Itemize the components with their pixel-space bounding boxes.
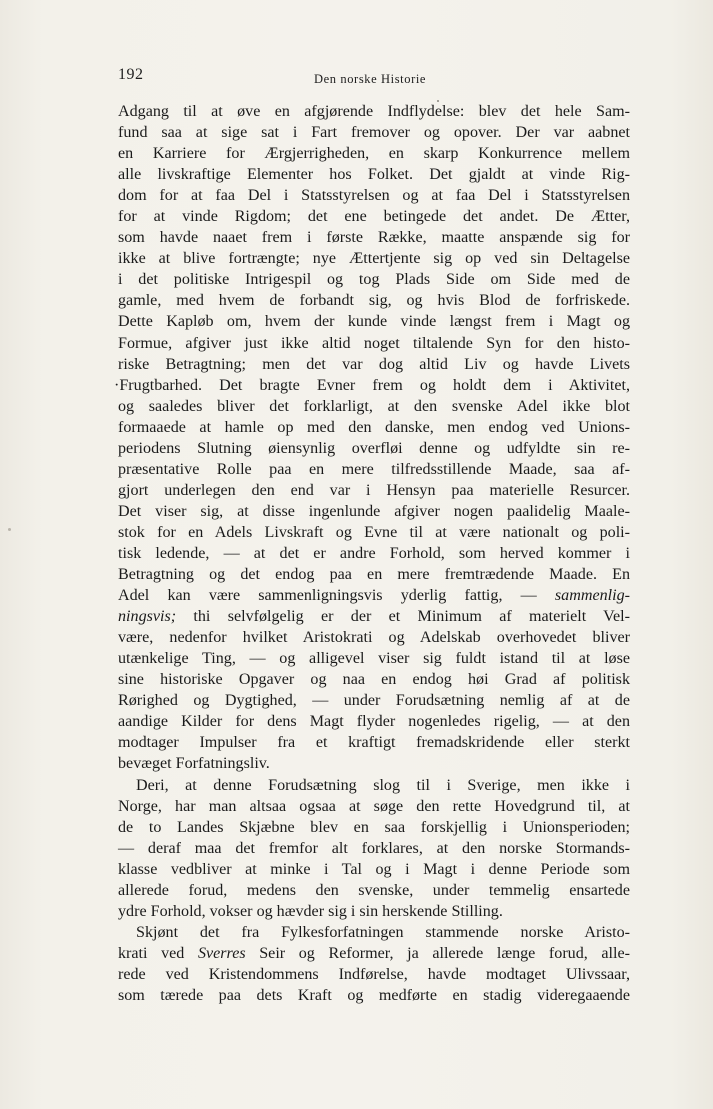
italic-text: ningsvis; xyxy=(118,608,177,626)
text-run: ydre Forhold, vokser og hævder sig i sin herskende Stilling. xyxy=(118,902,503,920)
text-line xyxy=(118,185,630,206)
text-line xyxy=(114,375,630,396)
text-run: alle livskraftige Elementer hos Folket. Det gjaldt at vinde Rig- xyxy=(118,166,630,184)
text-run: klasse vedbliver at minke i Tal og i Magt i denne Periode som xyxy=(118,860,630,878)
text-line xyxy=(118,817,630,838)
text-run: Dette Kapløb om, hvem der kunde vinde længst frem i Magt og xyxy=(118,313,630,331)
text-run: Det viser sig, at disse ingenlunde afgiver nogen paalidelig Maale- xyxy=(118,502,630,520)
text-run: utænkelige Ting, — og alligevel viser sig fuldt istand til at løse xyxy=(118,650,630,668)
text-run: bevæget Forfatningsliv. xyxy=(118,755,270,773)
text-run: gamle, med hvem de forbandt sig, og hvis Blod de forfriskede. xyxy=(118,292,630,310)
text-line xyxy=(118,669,630,690)
text-run: Deri, at denne Forudsætning slog til i Sverige, men ikke i xyxy=(136,776,630,794)
text-line xyxy=(118,206,630,227)
text-run: — deraf maa det fremfor alt forklares, at den norske Stormands- xyxy=(118,839,630,857)
text-run: stok for en Adels Livskraft og Evne til at være nationalt og poli- xyxy=(118,523,630,541)
text-run: modtager Impulser fra et kraftigt fremadskridende eller sterkt xyxy=(118,734,630,752)
text-line xyxy=(118,901,630,922)
text-run: Skjønt det fra Fylkesforfatningen stammende norske Aristo- xyxy=(136,923,630,941)
text-line xyxy=(118,522,630,543)
text-run: Seir og Reformer, ja allerede længe forud, alle- xyxy=(245,944,630,962)
text-line xyxy=(118,922,630,943)
text-run: i det politiske Intrigespil og tog Plads Side om Side med de xyxy=(118,271,630,289)
text-line xyxy=(118,627,630,648)
text-line xyxy=(118,438,630,459)
text-line xyxy=(118,543,630,564)
text-line xyxy=(118,354,630,375)
text-line xyxy=(118,753,630,774)
text-run: periodens Slutning øiensynlig overfløi denne og udfyldte sin re- xyxy=(118,439,630,457)
paper-speck xyxy=(8,528,11,531)
text-run: præsentative Rolle paa en mere tilfredsstillende Maade, saa af- xyxy=(118,460,630,478)
text-line xyxy=(118,269,630,290)
text-line xyxy=(118,143,630,164)
text-line xyxy=(118,732,630,753)
text-run: være, nedenfor hvilket Aristokrati og Adelskab overhovedet bliver xyxy=(118,629,630,647)
text-line xyxy=(118,333,630,354)
text-line xyxy=(118,564,630,585)
text-line xyxy=(118,711,630,732)
text-line xyxy=(118,248,630,269)
text-line xyxy=(118,417,630,438)
text-line xyxy=(118,859,630,880)
text-run: sine historiske Opgaver og naa en endog høi Grad af politisk xyxy=(118,671,630,689)
text-run: for at vinde Rigdom; det ene betingede det andet. De Ætter, xyxy=(118,208,630,226)
text-line xyxy=(118,227,630,248)
text-run: rede ved Kristendommens Indførelse, havde modtaget Ulivssaar, xyxy=(118,965,630,983)
text-run: krati ved xyxy=(118,944,198,962)
text-run: gjort underlegen den end var i Hensyn paa materielle Resurcer. xyxy=(118,481,630,499)
text-run: som havde naaet frem i første Række, maatte anspænde sig for xyxy=(118,229,630,247)
text-run: de to Landes Skjæbne blev en saa forskjellig i Unionsperioden; xyxy=(118,818,630,836)
text-line xyxy=(118,648,630,669)
text-run: ikke at blive fortrængte; nye Ættertjente sig op ved sin Deltagelse xyxy=(118,250,630,268)
text-run: fund saa at sige sat i Fart fremover og opover. Der var aabnet xyxy=(118,124,630,142)
text-line xyxy=(118,838,630,859)
text-run: Betragtning og det endog paa en mere fremtrædende Maade. En xyxy=(118,566,630,584)
text-line xyxy=(118,964,630,985)
text-run: aandige Kilder for dens Magt flyder nogenledes rigelig, — at den xyxy=(118,713,630,731)
text-run: Formue, afgiver just ikke altid noget tiltalende Syn for den histo- xyxy=(118,334,630,352)
text-line xyxy=(118,690,630,711)
text-line xyxy=(118,480,630,501)
page-header xyxy=(118,66,628,88)
italic-text: Sverres xyxy=(197,944,246,962)
text-run: Rørighed og Dygtighed, — under Forudsætning nemlig af at de xyxy=(118,692,630,710)
text-line xyxy=(118,164,630,185)
body-text xyxy=(114,101,630,1006)
text-line xyxy=(118,985,630,1006)
text-run: som tærede paa dets Kraft og medførte en stadig videregaaende xyxy=(118,986,630,1004)
text-line xyxy=(118,290,630,311)
text-line xyxy=(118,122,630,143)
text-line xyxy=(118,943,630,964)
text-line xyxy=(118,796,630,817)
text-line xyxy=(118,880,630,901)
text-run: ·Frugtbarhed. Det bragte Evner frem og holdt dem i Aktivitet, xyxy=(114,376,630,394)
text-run: dom for at faa Del i Statsstyrelsen og at faa Del i Statsstyrelsen xyxy=(118,187,630,205)
text-run: formaaede at hamle op med den danske, men endog ved Unions- xyxy=(118,418,630,436)
text-run: og saaledes bliver det forklarligt, at den svenske Adel ikke blot xyxy=(118,397,630,415)
text-line xyxy=(118,585,630,606)
text-line xyxy=(118,606,630,627)
text-run: Norge, har man altsaa ogsaa at søge den rette Hovedgrund til, at xyxy=(118,797,630,815)
page-number: 192 xyxy=(118,66,144,83)
text-line xyxy=(118,101,630,122)
text-line xyxy=(118,501,630,522)
italic-text: sammenlig- xyxy=(554,587,630,605)
text-run: en Karriere for Ærgjerrigheden, en skarp Konkurrence mellem xyxy=(118,145,630,163)
text-line xyxy=(118,775,630,796)
text-run: thi selvfølgelig er der et Minimum af materielt Vel- xyxy=(176,608,630,626)
text-run: riske Betragtning; men det var dog altid Liv og havde Livets xyxy=(118,355,630,373)
text-run: tisk ledende, — at det er andre Forhold, som herved kommer i xyxy=(118,544,630,562)
text-line xyxy=(118,311,630,332)
running-title: Den norske Historie xyxy=(314,72,427,86)
text-run: Adgang til at øve en afgjørende Indflydelse: blev det hele Sam- xyxy=(118,103,630,120)
text-run: allerede forud, medens den svenske, under temmelig ensartede xyxy=(118,881,630,899)
text-run: Adel kan være sammenligningsvis yderlig fattig, — xyxy=(118,587,555,605)
text-line xyxy=(118,459,630,480)
text-line xyxy=(118,396,630,417)
